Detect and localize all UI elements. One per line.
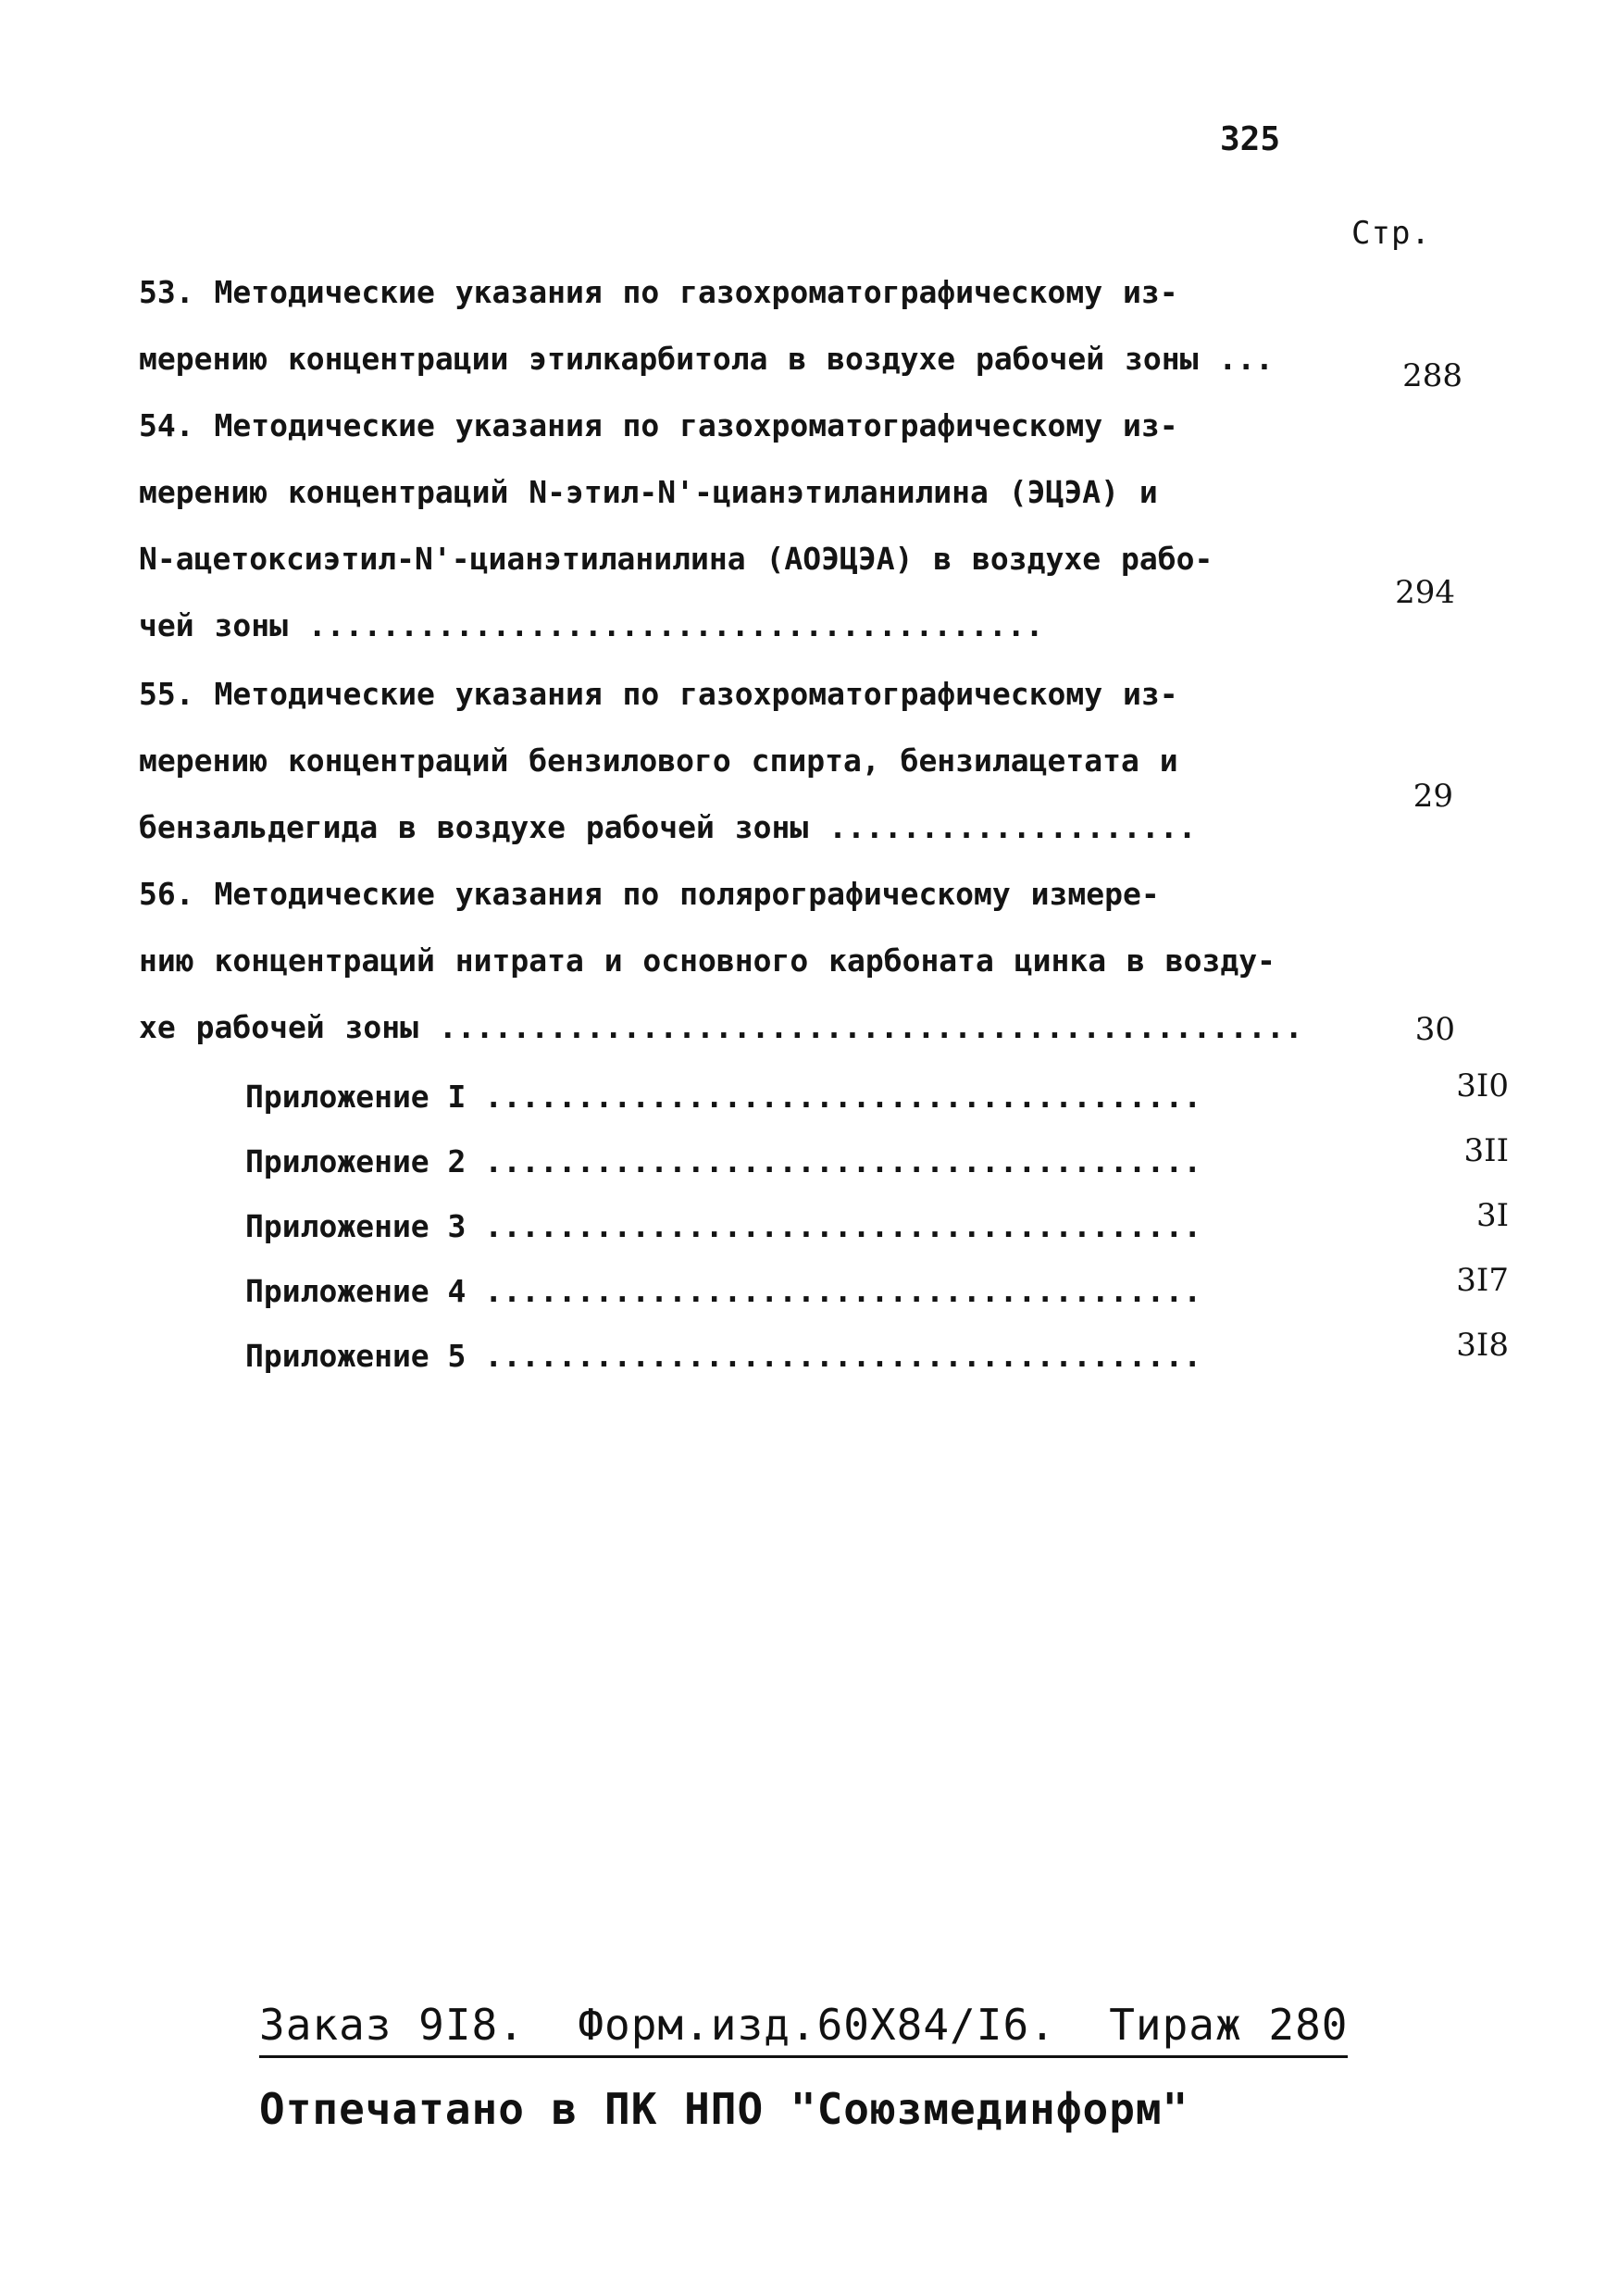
appendix-page: 3I0: [1456, 1067, 1509, 1104]
toc-entry-text: 54. Методические указания по газохроматографическому из- мерению концентраций N-этил-N'-цианэтиланилина (ЭЦЭА) и N-ацетоксиэтил-N'-цианэтиланилина (АОЭЦЭА) в воздухе рабо- чей зоны ........................................: [139, 407, 1214, 643]
toc-entry-text: 53. Методические указания по газохроматографическому из- мерению концентрации этилкарбитола в воздухе рабочей зоны ...: [139, 274, 1274, 377]
appendix-label: Приложение 4 .......................................: [245, 1273, 1202, 1309]
toc-entry-55: [139, 661, 1509, 861]
appendix-label: Приложение I .......................................: [245, 1079, 1202, 1115]
appendix-page: 3I7: [1456, 1262, 1509, 1299]
imprint-order-line: Заказ 9I8. Форм.изд.60Х84/I6. Тираж 280: [259, 2000, 1348, 2058]
toc-entry-56: [139, 861, 1509, 1065]
toc-entry-53: [139, 259, 1509, 393]
appendix-list: [245, 1065, 1509, 1389]
appendix-entry-1: [245, 1065, 1509, 1129]
appendix-entry-5: [245, 1324, 1509, 1389]
appendix-label: Приложение 2 .......................................: [245, 1143, 1202, 1179]
toc-entry-54: [139, 393, 1509, 661]
toc-entry-page: 30: [1414, 1011, 1455, 1048]
appendix-entry-4: [245, 1259, 1509, 1324]
toc-entry-text: 56. Методические указания по полярографическому измере- нию концентраций нитрата и основного карбоната цинка в возду- хе рабочей зоны ...............................................: [139, 876, 1303, 1045]
toc-entry-page: 288: [1402, 357, 1462, 394]
toc-entry-text: 55. Методические указания по газохроматографическому из- мерению концентраций бензилового спирта, бензилацетата и бензальдегида в воздухе рабочей зоны ....................: [139, 676, 1197, 845]
appendix-entry-3: [245, 1194, 1509, 1259]
page-number: 325: [1220, 120, 1281, 158]
appendix-page: 3II: [1463, 1132, 1509, 1169]
table-of-contents: [139, 259, 1509, 1065]
appendix-label: Приложение 3 .......................................: [245, 1208, 1202, 1244]
appendix-page: 3I8: [1456, 1327, 1509, 1364]
toc-entry-page: 29: [1413, 778, 1453, 815]
appendix-entry-2: [245, 1129, 1509, 1194]
appendix-label: Приложение 5 .......................................: [245, 1338, 1202, 1374]
page-column-header: Стр.: [1351, 215, 1431, 252]
imprint-printer-line: Отпечатано в ПК НПО "Союзмединформ": [259, 2084, 1189, 2134]
appendix-page: 3I: [1475, 1197, 1509, 1234]
imprint-footer: [259, 2000, 1462, 2134]
toc-entry-page: 294: [1395, 574, 1455, 611]
